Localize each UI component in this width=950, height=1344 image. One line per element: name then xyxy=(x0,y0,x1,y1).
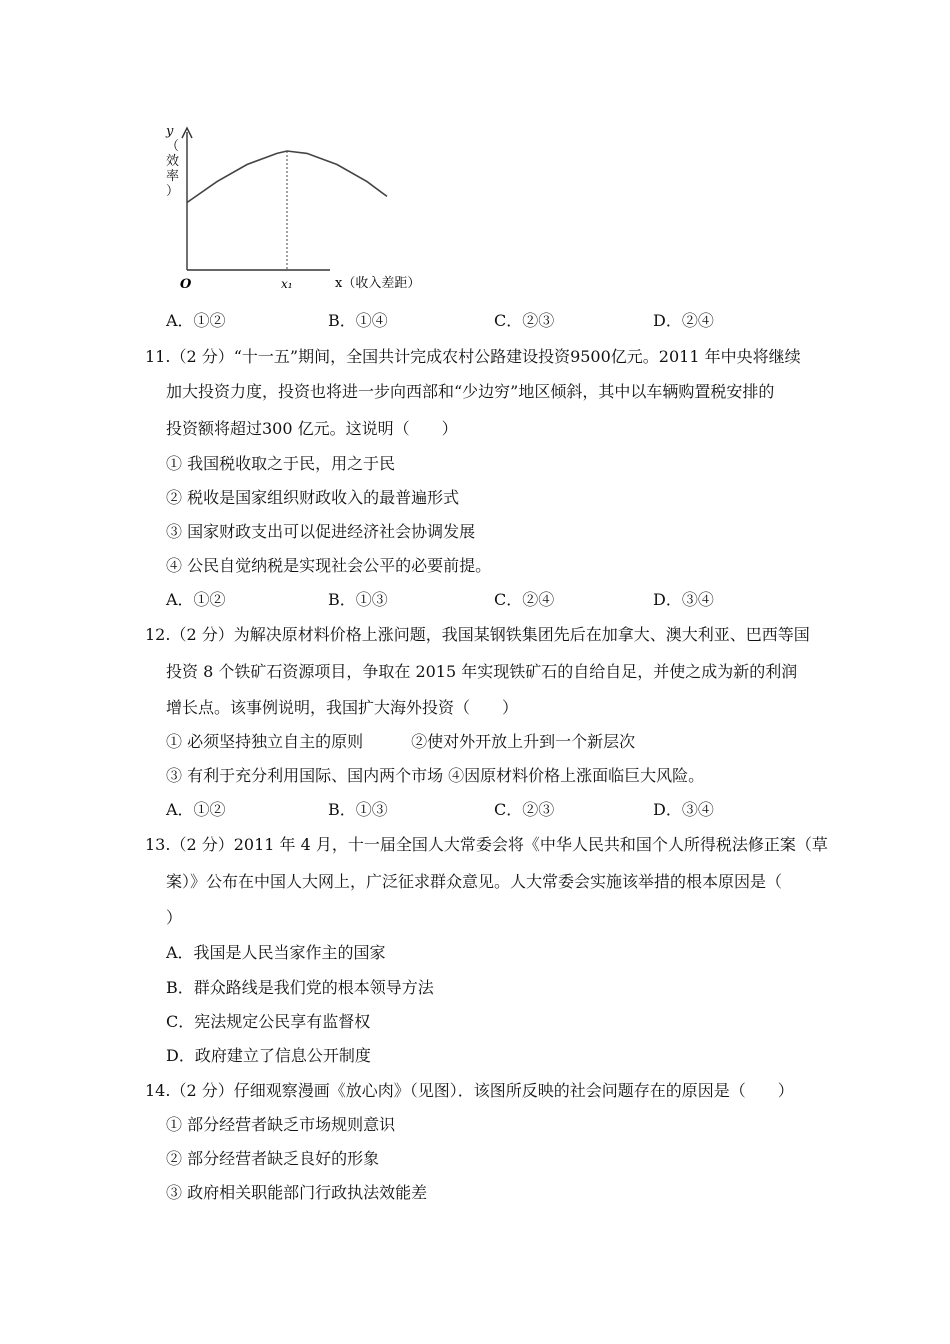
q10-option-b[interactable]: B．①④ xyxy=(328,311,388,330)
efficiency-income-chart xyxy=(150,122,450,300)
q12-stem-line-2: 投资 8 个铁矿石资源项目，争取在 2015 年实现铁矿石的自给自足，并使之成为新的利润 xyxy=(166,662,798,681)
q11-item-1: ① 我国税收取之于民，用之于民 xyxy=(166,454,396,473)
y-axis-label-char: y xyxy=(166,124,174,139)
y-axis-label-char: （ xyxy=(166,139,180,154)
q11-item-2: ② 税收是国家组织财政收入的最普遍形式 xyxy=(166,488,460,507)
q12-stem-line-1: 12.（2 分）为解决原材料价格上涨问题，我国某钢铁集团先后在加拿大、澳大利亚、巴西等国 xyxy=(145,625,810,644)
q10-option-a[interactable]: A．①② xyxy=(166,311,226,330)
q12-option-c[interactable]: C．②③ xyxy=(494,800,555,819)
y-axis-label-char: 效 xyxy=(166,154,180,169)
origin-label: O xyxy=(180,277,192,292)
q13-stem-line-3: ） xyxy=(166,908,183,927)
q11-stem-line-3: 投资额将超过300 亿元。这说明（ ） xyxy=(166,419,458,438)
q10-option-d[interactable]: D．②④ xyxy=(653,311,714,330)
q13-stem-line-1: 13.（2 分）2011 年 4 月，十一届全国人大常委会将《中华人民共和国个人所得税法修正案（草 xyxy=(145,835,828,854)
q14-item-1: ① 部分经营者缺乏市场规则意识 xyxy=(166,1115,396,1134)
q14-stem-line-1: 14.（2 分）仔细观察漫画《放心肉》（见图）．该图所反映的社会问题存在的原因是（ ） xyxy=(145,1081,794,1100)
q13-option-b[interactable]: B．群众路线是我们党的根本领导方法 xyxy=(166,978,434,997)
q12-item-1: ① 必须坚持独立自主的原则 ②使对外开放上升到一个新层次 xyxy=(166,732,636,751)
q12-option-d[interactable]: D．③④ xyxy=(653,800,714,819)
q14-item-2: ② 部分经营者缺乏良好的形象 xyxy=(166,1149,380,1168)
x1-tick-label: x₁ xyxy=(281,277,293,291)
q11-stem-line-1: 11.（2 分）“十一五”期间，全国共计完成农村公路建设投资9500亿元。2011 年中央将继续 xyxy=(145,347,801,366)
q12-option-a[interactable]: A．①② xyxy=(166,800,226,819)
y-axis-label xyxy=(166,124,182,199)
q13-option-a[interactable]: A．我国是人民当家作主的国家 xyxy=(166,943,386,962)
q13-option-d[interactable]: D．政府建立了信息公开制度 xyxy=(166,1046,371,1065)
q13-stem-line-2: 案）》公布在中国人大网上，广泛征求群众意见。人大常委会实施该举措的根本原因是（ xyxy=(166,872,783,891)
q12-item-2: ③ 有利于充分利用国际、国内两个市场 ④因原材料价格上涨面临巨大风险。 xyxy=(166,766,705,785)
q12-stem-line-3: 增长点。该事例说明，我国扩大海外投资（ ） xyxy=(166,698,519,717)
y-axis-label-char: ） xyxy=(166,184,180,199)
q11-option-d[interactable]: D．③④ xyxy=(653,590,714,609)
q13-option-c[interactable]: C．宪法规定公民享有监督权 xyxy=(166,1012,371,1031)
q11-option-c[interactable]: C．②④ xyxy=(494,590,555,609)
chart-svg xyxy=(150,122,450,300)
q11-option-a[interactable]: A．①② xyxy=(166,590,226,609)
x-axis-label: x（收入差距） xyxy=(335,276,421,291)
q11-stem-line-2: 加大投资力度，投资也将进一步向西部和“少边穷”地区倾斜，其中以车辆购置税安排的 xyxy=(166,382,775,401)
q12-option-b[interactable]: B．①③ xyxy=(328,800,388,819)
q10-option-c[interactable]: C．②③ xyxy=(494,311,555,330)
y-axis-label-char: 率 xyxy=(166,169,180,184)
q11-item-4: ④ 公民自觉纳税是实现社会公平的必要前提。 xyxy=(166,556,492,575)
q14-item-3: ③ 政府相关职能部门行政执法效能差 xyxy=(166,1183,428,1202)
q11-option-b[interactable]: B．①③ xyxy=(328,590,388,609)
q11-item-3: ③ 国家财政支出可以促进经济社会协调发展 xyxy=(166,522,476,541)
